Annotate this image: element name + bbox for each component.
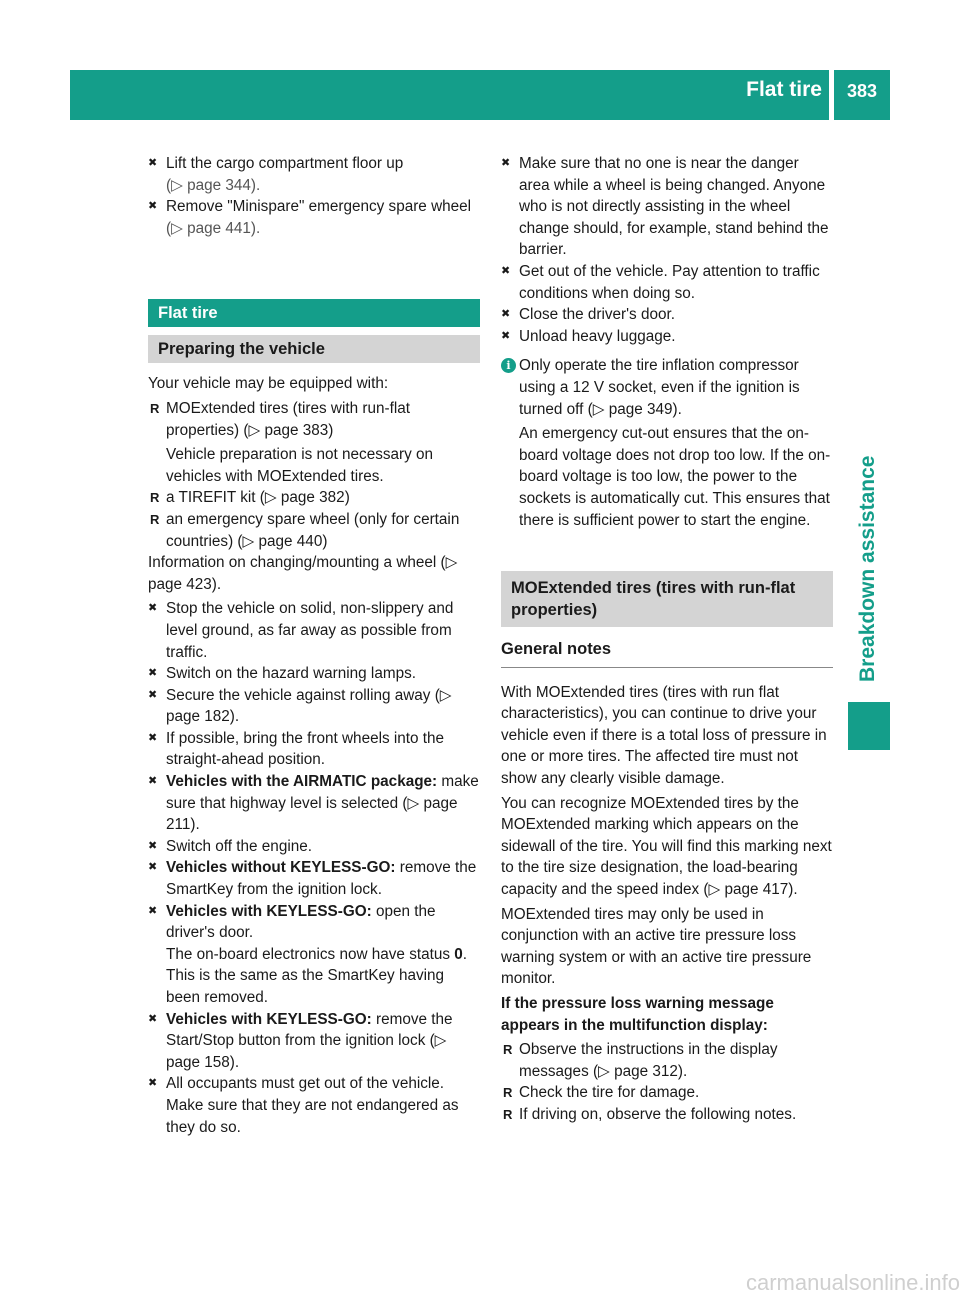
chapter-tab-marker <box>848 702 890 750</box>
step-occupants-out: ✖ All occupants must get out of the vehicle. Make sure that they are not endangered as they do so. <box>148 1073 480 1138</box>
bullet-driving-on: R If driving on, observe the following notes. <box>501 1104 833 1126</box>
intro-text: Your vehicle may be equipped with: <box>148 375 389 393</box>
step-close-door: ✖ Close the driver's door. <box>501 304 833 326</box>
para-moextended-2: You can recognize MOExtended tires by the MOExtended marking which appears on the sidewall of the tire. You will find this marking next to the tire size designation, the load-bearing capacity and the speed index (▷ page 417). <box>501 794 832 899</box>
step-front-wheels: ✖ If possible, bring the front wheels into the straight-ahead position. <box>148 728 480 771</box>
header-bar <box>70 70 829 120</box>
info-changing-wheel: Information on changing/mounting a wheel (▷ page 423). <box>148 554 458 593</box>
bullet-tirefit: R a TIREFIT kit (▷ page 382) <box>148 487 480 509</box>
step-lift-floor: ✖ Lift the cargo compartment floor up (▷ page 344). <box>148 153 480 196</box>
subsection-title-preparing: Preparing the vehicle <box>148 335 480 363</box>
step-danger-area: ✖ Make sure that no one is near the danger area while a wheel is being changed. Anyone who is not directly assisting in the wheel change should, for example, stand behind the barrier. <box>501 153 833 261</box>
general-notes-heading: General notes <box>501 639 833 668</box>
step-secure-vehicle: ✖ Secure the vehicle against rolling away (▷ page 182). <box>148 685 480 728</box>
page-number: 383 <box>846 81 878 101</box>
step-remove-minispare: ✖ Remove "Minispare" emergency spare wheel (▷ page 441). <box>148 196 480 239</box>
step-keyless-remove-button: ✖ Vehicles with KEYLESS-GO: remove the Start/Stop button from the ignition lock (▷ page 158). <box>148 1009 480 1074</box>
step-unload-luggage: ✖ Unload heavy luggage. <box>501 326 833 348</box>
step-hazard-lamps: ✖ Switch on the hazard warning lamps. <box>148 663 480 685</box>
step-get-out: ✖ Get out of the vehicle. Pay attention to traffic conditions when doing so. <box>501 261 833 304</box>
para-moextended-3: MOExtended tires may only be used in conjunction with an active tire pressure loss warning system or with an active tire pressure monitor. <box>501 905 812 988</box>
subsection-title-moextended: MOExtended tires (tires with run-flat properties) <box>501 571 833 627</box>
info-note <box>501 355 833 531</box>
step-keyless-open-door: ✖ Vehicles with KEYLESS-GO: open the driver's door. The on-board electronics now have status 0. This is the same as the SmartKey having been removed. <box>148 901 480 1009</box>
left-column <box>148 153 480 1138</box>
info-note-text-2: An emergency cut-out ensures that the on-board voltage does not drop too low. If the on-board voltage is too low, the power to the sockets is automatically cut. This ensures that there is sufficient power to start the engine. <box>519 425 831 529</box>
bullet-spare-wheel: R an emergency spare wheel (only for certain countries) (▷ page 440) <box>148 509 480 552</box>
step-stop-vehicle: ✖ Stop the vehicle on solid, non-slippery and level ground, as far away as possible from traffic. <box>148 598 480 663</box>
chapter-tab-label[interactable]: Breakdown assistance <box>856 455 879 682</box>
step-airmatic: ✖ Vehicles with the AIRMATIC package: make sure that highway level is selected (▷ page 211). <box>148 771 480 836</box>
step-engine-off: ✖ Switch off the engine. <box>148 836 480 858</box>
warning-heading: If the pressure loss warning message appears in the multifunction display: <box>501 995 774 1034</box>
bullet-observe-instructions: R Observe the instructions in the display messages (▷ page 312). <box>501 1039 833 1082</box>
info-icon: i <box>501 358 516 373</box>
right-column <box>501 153 833 1126</box>
section-title-flat-tire: Flat tire <box>148 299 480 327</box>
header-section-title: Flat tire <box>746 78 822 101</box>
bullet-moextended: R MOExtended tires (tires with run-flat properties) (▷ page 383) Vehicle preparation is not necessary on vehicles with MOExtended tires. <box>148 398 480 487</box>
step-without-keyless: ✖ Vehicles without KEYLESS-GO: remove the SmartKey from the ignition lock. <box>148 857 480 900</box>
bullet-check-tire: R Check the tire for damage. <box>501 1082 833 1104</box>
para-moextended-1: With MOExtended tires (tires with run flat characteristics), you can continue to drive your vehicle even if there is a total loss of pressure in one or more tires. The affected tire must not show any clearly visible damage. <box>501 683 827 788</box>
info-note-text: Only operate the tire inflation compressor using a 12 V socket, even if the ignition is turned off (▷ page 349). <box>519 357 800 418</box>
watermark: carmanualsonline.info <box>745 1270 960 1295</box>
